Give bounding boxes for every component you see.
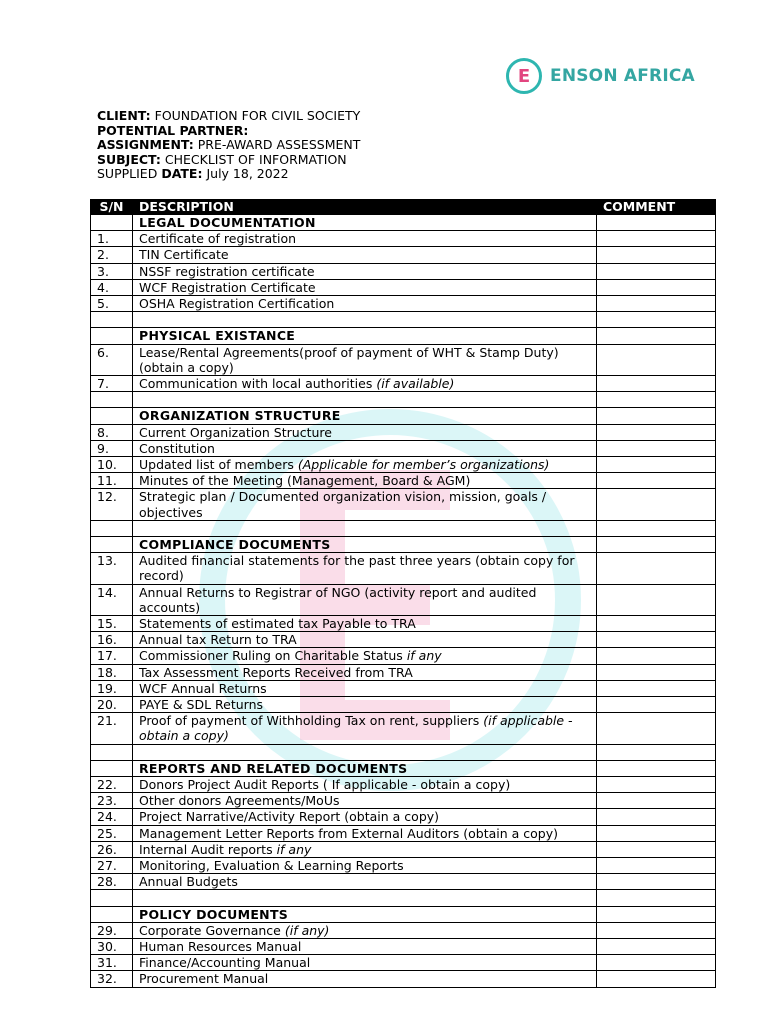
item-description [133,424,597,440]
logo-e-icon: E [506,58,542,94]
table-row [91,632,716,648]
table-row [91,971,716,987]
section-sn-cell [91,215,133,231]
item-text: TIN Certificate [139,247,229,263]
table-row [91,922,716,938]
table-row [91,697,716,713]
comment-cell[interactable] [597,841,716,857]
section-sn-cell [91,408,133,424]
item-description [133,713,597,744]
section-title: POLICY DOCUMENTS [133,906,597,922]
item-number: 16. [91,632,133,648]
item-number: 22. [91,777,133,793]
blank-row [91,744,716,760]
item-text: Internal Audit reports [139,841,277,857]
table-row [91,440,716,456]
header-sn: S/N [91,200,133,215]
item-number: 6. [91,344,133,375]
item-number: 19. [91,680,133,696]
item-text: Updated list of members [139,457,298,473]
item-number: 12. [91,489,133,520]
item-description [133,616,597,632]
item-number: 4. [91,279,133,295]
table-row [91,858,716,874]
blank-row [91,392,716,408]
comment-cell[interactable] [597,874,716,890]
item-text: Strategic plan / Documented organization vision, mission, goals / [139,489,547,505]
item-number: 30. [91,939,133,955]
item-description [133,632,597,648]
comment-cell[interactable] [597,473,716,489]
item-description [133,825,597,841]
item-number: 27. [91,858,133,874]
item-text: Communication with local authorities [139,376,377,392]
comment-cell[interactable] [597,520,716,536]
date-line: SUPPLIED DATE: July 18, 2022 [97,166,289,182]
item-text: Certificate of registration [139,231,297,247]
item-number: 32. [91,971,133,987]
table-row [91,841,716,857]
document-header [97,109,417,182]
comment-cell[interactable] [597,825,716,841]
item-number: 5. [91,296,133,312]
item-text: Annual Budgets [139,874,238,890]
blank-cell [133,744,597,760]
item-description [133,697,597,713]
item-number: 9. [91,440,133,456]
item-description [133,874,597,890]
item-text: Constitution [139,440,215,456]
item-description [133,231,597,247]
comment-cell[interactable] [597,858,716,874]
item-description [133,939,597,955]
item-note: (if available) [376,376,455,392]
item-number: 18. [91,664,133,680]
item-number: 2. [91,247,133,263]
item-text: Lease/Rental Agreements(proof of payment of WHT & Stamp Duty) [139,344,559,360]
item-text: Tax Assessment Reports Received from TRA [139,664,413,680]
item-description [133,664,597,680]
section-row [91,328,716,344]
item-number: 31. [91,955,133,971]
item-description [133,279,597,295]
item-text: Audited financial statements for the past three years (obtain copy for [139,553,575,569]
table-row [91,457,716,473]
blank-row [91,312,716,328]
section-row [91,537,716,553]
comment-cell[interactable] [597,457,716,473]
comment-cell[interactable] [597,777,716,793]
item-number: 14. [91,584,133,615]
comment-cell[interactable] [597,424,716,440]
comment-cell[interactable] [597,408,716,424]
comment-cell[interactable] [597,744,716,760]
item-description [133,971,597,987]
item-number: 29. [91,922,133,938]
item-description [133,793,597,809]
item-number: 28. [91,874,133,890]
item-text: Proof of payment of Withholding Tax on rent, suppliers [139,713,484,729]
comment-cell[interactable] [597,648,716,664]
comment-cell[interactable] [597,697,716,713]
blank-cell [133,312,597,328]
comment-cell[interactable] [597,971,716,987]
client-line: CLIENT: FOUNDATION FOR CIVIL SOCIETY [97,108,361,123]
item-number: 25. [91,825,133,841]
item-description [133,489,597,520]
item-number: 20. [91,697,133,713]
logo-text: ENSON AFRICA [550,66,695,86]
item-text: Minutes of the Meeting (Management, Board & AGM) [139,473,471,489]
item-number: 7. [91,376,133,392]
table-row [91,955,716,971]
item-description [133,584,597,615]
table-row [91,584,716,615]
item-text: Procurement Manual [139,971,269,987]
item-description [133,473,597,489]
comment-cell[interactable] [597,263,716,279]
blank-cell [91,890,133,906]
table-row [91,247,716,263]
comment-cell[interactable] [597,793,716,809]
checklist-table [90,199,716,988]
comment-cell[interactable] [597,584,716,615]
item-text: WCF Annual Returns [139,680,267,696]
item-description [133,553,597,584]
blank-cell [91,744,133,760]
table-row [91,713,716,744]
item-description [133,841,597,857]
comment-cell[interactable] [597,922,716,938]
item-number: 17. [91,648,133,664]
item-description [133,247,597,263]
table-row [91,489,716,520]
item-text: Current Organization Structure [139,424,332,440]
item-description [133,376,597,392]
item-description [133,457,597,473]
section-row [91,760,716,776]
item-text-cont: record) [139,568,184,584]
item-text: Project Narrative/Activity Report (obtain a copy) [139,809,440,825]
comment-cell[interactable] [597,376,716,392]
item-note: (if any) [284,922,330,938]
table-row [91,424,716,440]
item-note: if any [276,841,312,857]
item-text: Finance/Accounting Manual [139,955,311,971]
company-logo [506,58,695,94]
header-description: DESCRIPTION [133,200,597,215]
blank-cell [133,392,597,408]
item-description [133,922,597,938]
table-row [91,376,716,392]
item-description [133,809,597,825]
blank-row [91,890,716,906]
table-row [91,664,716,680]
section-row [91,215,716,231]
comment-cell[interactable] [597,489,716,520]
item-number: 23. [91,793,133,809]
table-row [91,296,716,312]
item-note-cont: obtain a copy) [139,728,229,744]
table-row [91,680,716,696]
partner-line: POTENTIAL PARTNER: [97,122,249,138]
item-description [133,777,597,793]
section-row [91,408,716,424]
table-row [91,939,716,955]
comment-cell[interactable] [597,664,716,680]
item-text: WCF Registration Certificate [139,279,316,295]
item-text-cont: (obtain a copy) [139,359,234,375]
comment-cell[interactable] [597,215,716,231]
header-comment: COMMENT [597,200,716,215]
blank-row [91,520,716,536]
blank-cell [133,520,597,536]
section-row [91,906,716,922]
blank-cell [91,392,133,408]
comment-cell[interactable] [597,632,716,648]
section-title: LEGAL DOCUMENTATION [133,215,597,231]
item-text: Annual tax Return to TRA [139,632,297,648]
item-number: 21. [91,713,133,744]
comment-cell[interactable] [597,296,716,312]
item-number: 10. [91,457,133,473]
section-title: COMPLIANCE DOCUMENTS [133,537,597,553]
comment-cell[interactable] [597,616,716,632]
item-text: Monitoring, Evaluation & Learning Reports [139,858,404,874]
comment-cell[interactable] [597,890,716,906]
item-text: Annual Returns to Registrar of NGO (activity report and audited [139,584,537,600]
blank-cell [91,520,133,536]
comment-cell[interactable] [597,440,716,456]
item-text: Management Letter Reports from External Auditors (obtain a copy) [139,825,558,841]
section-title: ORGANIZATION STRUCTURE [133,408,597,424]
comment-cell[interactable] [597,713,716,744]
item-description [133,296,597,312]
comment-cell[interactable] [597,328,716,344]
item-number: 24. [91,809,133,825]
comment-cell[interactable] [597,939,716,955]
table-row [91,553,716,584]
table-row [91,809,716,825]
section-sn-cell [91,906,133,922]
comment-cell[interactable] [597,537,716,553]
item-text: OSHA Registration Certification [139,296,335,312]
item-number: 15. [91,616,133,632]
section-title: PHYSICAL EXISTANCE [133,328,597,344]
item-note: (Applicable for member’s organizations) [297,457,550,473]
item-text: NSSF registration certificate [139,263,315,279]
item-description [133,680,597,696]
section-title: REPORTS AND RELATED DOCUMENTS [133,760,597,776]
comment-cell[interactable] [597,392,716,408]
item-description [133,858,597,874]
subject-line: SUBJECT: CHECKLIST OF INFORMATION [97,151,347,167]
item-text: Statements of estimated tax Payable to TRA [139,616,416,632]
item-note: (if applicable - [483,713,573,729]
comment-cell[interactable] [597,760,716,776]
item-number: 8. [91,424,133,440]
comment-cell[interactable] [597,247,716,263]
comment-cell[interactable] [597,955,716,971]
comment-cell[interactable] [597,344,716,375]
section-sn-cell [91,760,133,776]
item-description [133,648,597,664]
table-row [91,263,716,279]
section-sn-cell [91,537,133,553]
assignment-line: ASSIGNMENT: PRE-AWARD ASSESSMENT [97,137,361,153]
item-text: Human Resources Manual [139,939,302,955]
comment-cell[interactable] [597,906,716,922]
table-row [91,231,716,247]
comment-cell[interactable] [597,809,716,825]
item-description [133,440,597,456]
comment-cell[interactable] [597,553,716,584]
table-row [91,825,716,841]
blank-cell [133,890,597,906]
item-text: Other donors Agreements/MoUs [139,793,340,809]
item-text-cont: objectives [139,504,203,520]
item-text-cont: accounts) [139,599,201,615]
item-number: 26. [91,841,133,857]
table-row [91,616,716,632]
table-row [91,344,716,375]
table-row [91,648,716,664]
item-number: 13. [91,553,133,584]
item-note: if any [406,648,442,664]
comment-cell[interactable] [597,680,716,696]
item-number: 11. [91,473,133,489]
item-description [133,263,597,279]
table-row [91,279,716,295]
table-row [91,473,716,489]
item-text: Donors Project Audit Reports ( If applicable - obtain a copy) [139,777,511,793]
table-row [91,793,716,809]
comment-cell[interactable] [597,231,716,247]
comment-cell[interactable] [597,279,716,295]
item-text: Corporate Governance [139,922,285,938]
blank-cell [91,312,133,328]
table-header-row [91,200,716,215]
item-description [133,344,597,375]
table-row [91,777,716,793]
section-sn-cell [91,328,133,344]
item-number: 3. [91,263,133,279]
item-text: PAYE & SDL Returns [139,697,264,713]
table-row [91,874,716,890]
comment-cell[interactable] [597,312,716,328]
item-description [133,955,597,971]
item-number: 1. [91,231,133,247]
item-text: Commissioner Ruling on Charitable Status [139,648,407,664]
